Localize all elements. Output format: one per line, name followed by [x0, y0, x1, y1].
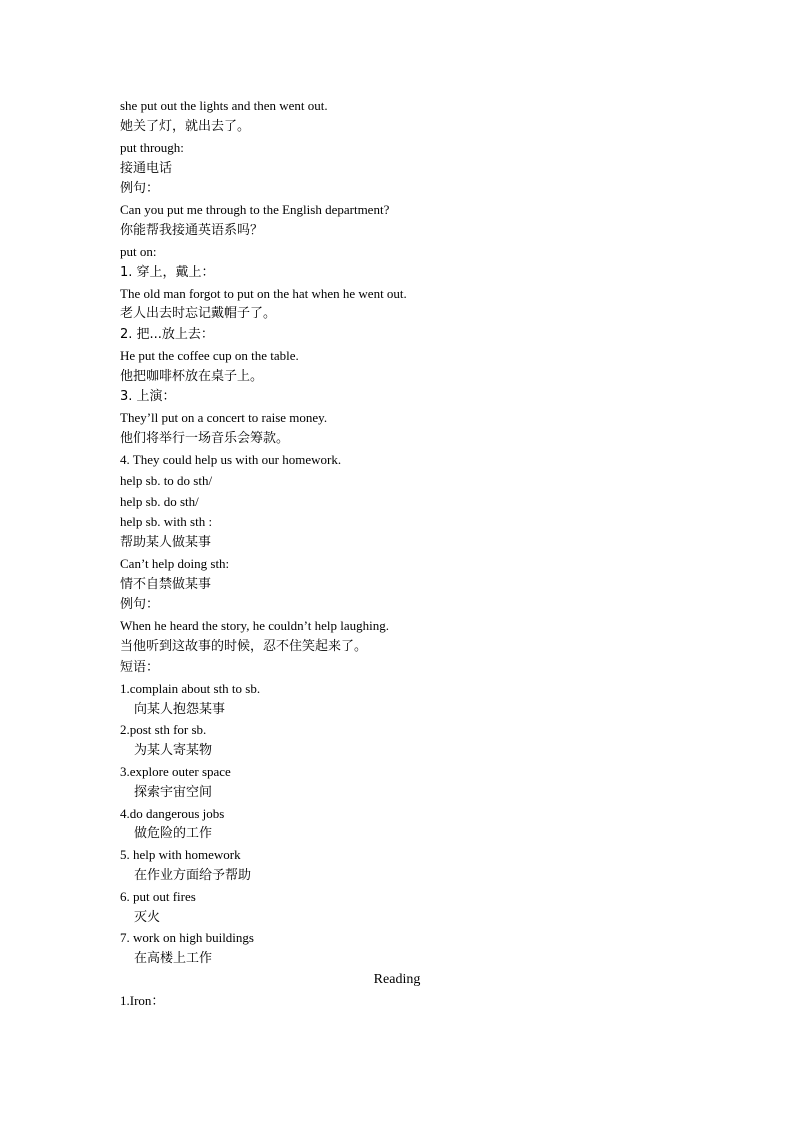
text-line: put on:: [120, 244, 157, 259]
text-line: 3. 上演：: [120, 389, 176, 404]
text-line: 4.do dangerous jobs: [120, 806, 225, 821]
text-line: 他们将举行一场音乐会筹款。: [120, 431, 290, 446]
text-line: 为某人寄某物: [134, 743, 213, 758]
text-line: 向某人抱怨某事: [134, 702, 226, 717]
text-line: He put the coffee cup on the table.: [120, 348, 299, 363]
text-line: 例句：: [120, 181, 160, 196]
text-line: 6. put out fires: [120, 889, 196, 904]
text-line: 2.post sth for sb.: [120, 722, 207, 737]
text-line: They’ll put on a concert to raise money.: [120, 410, 328, 425]
text-line: 7. work on high buildings: [120, 930, 254, 945]
text-line: 做危险的工作: [134, 826, 213, 841]
text-line: 帮助某人做某事: [120, 535, 212, 550]
text-line: help sb. to do sth/: [120, 473, 213, 488]
text-line: 接通电话: [120, 161, 173, 176]
text-line: 2. 把...放上去：: [120, 327, 214, 342]
text-line: 例句：: [120, 597, 160, 612]
text-line: 灭火: [134, 910, 161, 925]
text-line: Can you put me through to the English department?: [120, 202, 390, 217]
text-line: The old man forgot to put on the hat when he went out.: [120, 286, 407, 301]
text-line: 1.complain about sth to sb.: [120, 681, 261, 696]
text-line: 在高楼上工作: [134, 951, 213, 966]
text-line: 情不自禁做某事: [120, 577, 212, 592]
text-line: 在作业方面给予帮助: [134, 868, 252, 883]
text-line: 他把咖啡杯放在桌子上。: [120, 369, 264, 384]
text-line: 老人出去时忘记戴帽子了。: [120, 306, 277, 321]
text-line: 1.Iron：: [120, 993, 165, 1008]
text-line: put through:: [120, 140, 184, 155]
section-heading: Reading: [373, 972, 421, 987]
text-line: 4. They could help us with our homework.: [120, 452, 342, 467]
text-line: 探索宇宙空间: [134, 785, 213, 800]
text-line: 当他听到这故事的时候，忍不住笑起来了。: [120, 639, 368, 654]
text-line: 1. 穿上，戴上：: [120, 265, 215, 280]
text-line: 短语：: [120, 660, 160, 675]
text-line: 3.explore outer space: [120, 764, 231, 779]
text-line: help sb. with sth :: [120, 514, 213, 529]
text-line: When he heard the story, he couldn’t help laughing.: [120, 618, 389, 633]
text-line: help sb. do sth/: [120, 494, 199, 509]
text-line: 她关了灯，就出去了。: [120, 119, 251, 134]
text-line: 5. help with homework: [120, 847, 241, 862]
text-line: 你能帮我接通英语系吗？: [120, 223, 264, 238]
text-line: Can’t help doing sth:: [120, 556, 230, 571]
text-line: she put out the lights and then went out.: [120, 98, 328, 113]
